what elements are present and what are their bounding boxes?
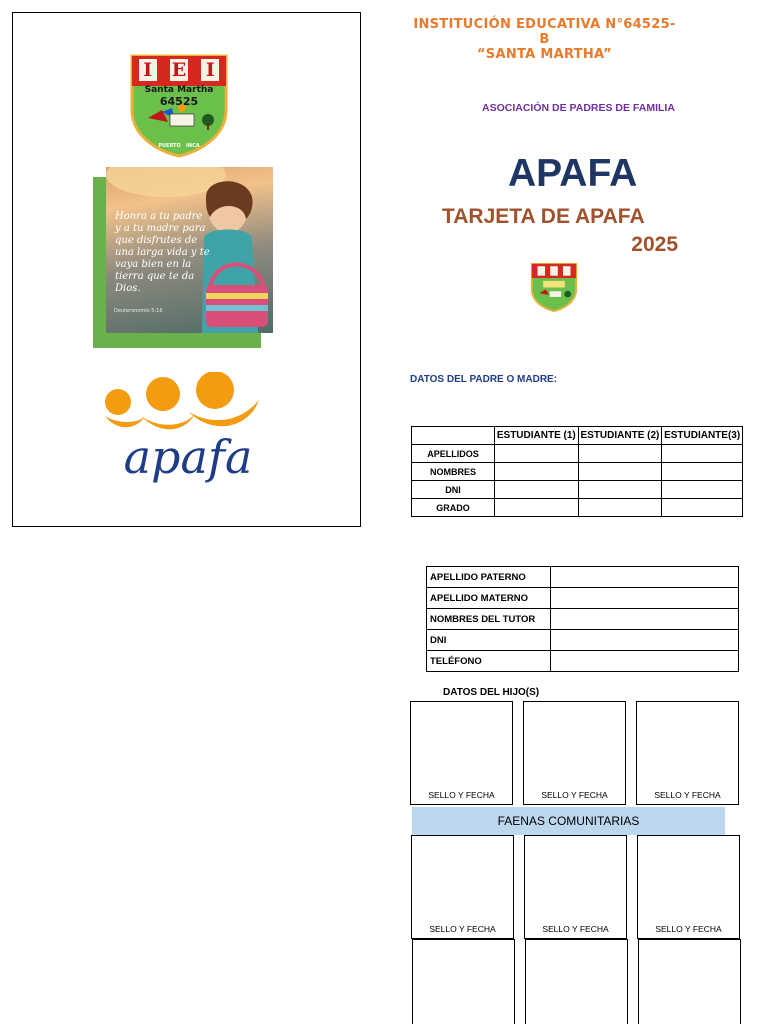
card-year: 2025: [631, 233, 678, 256]
input-cell[interactable]: [578, 463, 662, 481]
school-title: [402, 17, 687, 62]
stamp-box[interactable]: [637, 835, 740, 939]
table-row: [412, 481, 743, 499]
input-cell[interactable]: [551, 609, 739, 630]
stamp-label: SELLO Y FECHA: [541, 790, 608, 800]
table-row: [427, 630, 739, 651]
stamp-box[interactable]: [412, 939, 515, 1024]
photo-reference: Deuteronomio 5:16: [114, 308, 163, 314]
stamp-label: SELLO Y FECHA: [428, 790, 495, 800]
table-row: [427, 588, 739, 609]
row-label: DNI: [427, 630, 551, 651]
stamp-box[interactable]: [638, 939, 741, 1024]
input-cell[interactable]: [495, 499, 579, 517]
row-label: DNI: [412, 481, 495, 499]
input-cell[interactable]: [662, 463, 743, 481]
stamp-label: SELLO Y FECHA: [654, 790, 721, 800]
apafa-logo-text: apafa: [123, 430, 253, 484]
row-label: NOMBRES: [412, 463, 495, 481]
parent-quote-photo: [106, 167, 273, 333]
stamp-label: SELLO Y FECHA: [429, 924, 496, 934]
stamp-box[interactable]: [523, 701, 626, 805]
table-row: [427, 567, 739, 588]
crest-letter: I: [201, 59, 219, 81]
row-label: TELÉFONO: [427, 651, 551, 672]
input-cell[interactable]: [495, 445, 579, 463]
crest-footer: [126, 143, 232, 149]
input-cell[interactable]: [662, 445, 743, 463]
table-row: [427, 651, 739, 672]
input-cell[interactable]: [551, 630, 739, 651]
school-title-line3: “SANTA MARTHA”: [476, 47, 613, 62]
row-label: NOMBRES DEL TUTOR: [427, 609, 551, 630]
input-cell[interactable]: [551, 651, 739, 672]
apafa-title: APAFA: [508, 152, 638, 195]
input-cell[interactable]: [578, 481, 662, 499]
parent-section-heading: DATOS DEL PADRE O MADRE:: [410, 374, 558, 385]
card-title: [442, 203, 678, 259]
table-header-cell: [412, 427, 495, 445]
input-cell[interactable]: [495, 481, 579, 499]
school-crest-small: [529, 262, 579, 312]
photo-quote: Honra a tu padre y a tu madre para que disfrutes de una larga vida y te vaya bien en la tierra que te da Dios.: [115, 211, 210, 294]
row-label: GRADO: [412, 499, 495, 517]
row-label: APELLIDO PATERNO: [427, 567, 551, 588]
stamp-label: SELLO Y FECHA: [542, 924, 609, 934]
school-crest-logo: [126, 52, 232, 158]
tutor-table: [426, 566, 739, 672]
apafa-figures-icon: [103, 372, 263, 436]
crest-number: 64525: [159, 95, 199, 108]
stamp-box[interactable]: [525, 939, 628, 1024]
table-header-cell: ESTUDIANTE(3): [662, 427, 743, 445]
row-label: APELLIDOS: [412, 445, 495, 463]
table-row: [427, 609, 739, 630]
input-cell[interactable]: [578, 445, 662, 463]
association-name: ASOCIACIÓN DE PADRES DE FAMILIA: [482, 102, 675, 114]
stamp-box[interactable]: [411, 835, 514, 939]
crest-letter: E: [171, 59, 187, 81]
card-title-text: TARJETA DE APAFA: [442, 205, 645, 228]
crest-letter: I: [139, 59, 157, 81]
crest-name: Santa Martha: [144, 85, 214, 95]
stamp-box[interactable]: [636, 701, 739, 805]
stamp-box[interactable]: [410, 701, 513, 805]
table-row: [412, 445, 743, 463]
crest-footer-right: INCA: [186, 143, 200, 149]
children-section-heading: DATOS DEL HIJO(S): [443, 687, 540, 698]
table-header-row: [412, 427, 743, 445]
input-cell[interactable]: [495, 463, 579, 481]
row-label: APELLIDO MATERNO: [427, 588, 551, 609]
table-row: [412, 463, 743, 481]
input-cell[interactable]: [662, 499, 743, 517]
students-table: [411, 426, 743, 517]
school-title-line2: B: [539, 32, 550, 47]
input-cell[interactable]: [551, 588, 739, 609]
input-cell[interactable]: [578, 499, 662, 517]
community-work-banner: FAENAS COMUNITARIAS: [412, 807, 725, 835]
input-cell[interactable]: [662, 481, 743, 499]
stamp-label: SELLO Y FECHA: [655, 924, 722, 934]
crest-footer-left: PUERTO: [158, 143, 181, 149]
school-title-line1: INSTITUCIÓN EDUCATIVA N°64525-: [413, 17, 676, 32]
table-header-cell: ESTUDIANTE (1): [495, 427, 579, 445]
input-cell[interactable]: [551, 567, 739, 588]
table-header-cell: ESTUDIANTE (2): [578, 427, 662, 445]
table-row: [412, 499, 743, 517]
stamp-box[interactable]: [524, 835, 627, 939]
